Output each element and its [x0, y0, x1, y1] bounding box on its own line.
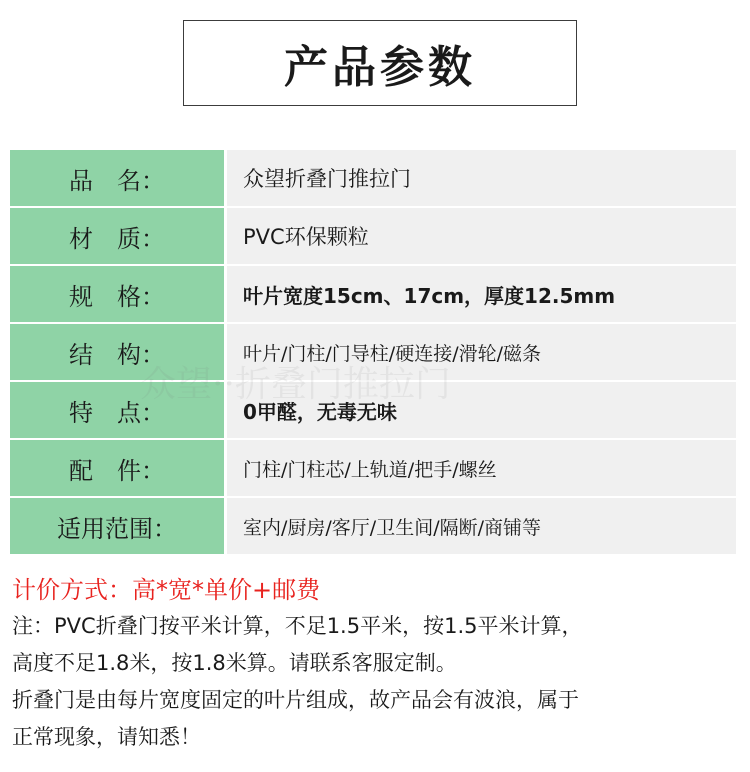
spec-row-material [10, 208, 736, 264]
spec-value: 叶片/门柱/门导柱/硬连接/滑轮/磁条 [227, 324, 736, 380]
spec-label: 特 点： [10, 382, 224, 438]
spec-label: 材 质： [10, 208, 224, 264]
spec-value: 叶片宽度15cm、17cm，厚度12.5mm [227, 266, 736, 322]
note-line: 注：PVC折叠门按平米计算，不足1.5平米，按1.5平米计算， [12, 614, 583, 638]
spec-row-usage [10, 498, 736, 554]
spec-value: 门柱/门柱芯/上轨道/把手/螺丝 [227, 440, 736, 496]
page-title: 产品参数 [183, 20, 577, 106]
note-line: 高度不足1.8米，按1.8米算。请联系客服定制。 [12, 651, 457, 675]
spec-label: 结 构： [10, 324, 224, 380]
spec-label: 配 件： [10, 440, 224, 496]
pricing-method: 计价方式：高*宽*单价+邮费 [12, 576, 321, 604]
note-line: 折叠门是由每片宽度固定的叶片组成，故产品会有波浪，属于 [12, 688, 579, 712]
spec-value: 众望折叠门推拉门 [227, 150, 736, 206]
spec-row-structure [10, 324, 736, 380]
spec-row-accessories [10, 440, 736, 496]
spec-label: 适用范围： [10, 498, 224, 554]
spec-value: 室内/厨房/客厅/卫生间/隔断/商铺等 [227, 498, 736, 554]
spec-label: 规 格： [10, 266, 224, 322]
spec-table [10, 150, 736, 554]
spec-row-name [10, 150, 736, 206]
spec-label: 品 名： [10, 150, 224, 206]
spec-row-size [10, 266, 736, 322]
spec-value: 0甲醛，无毒无味 [227, 382, 736, 438]
notes [12, 608, 742, 756]
spec-value: PVC环保颗粒 [227, 208, 736, 264]
note-line: 正常现象，请知悉！ [12, 725, 201, 749]
spec-row-feature [10, 382, 736, 438]
